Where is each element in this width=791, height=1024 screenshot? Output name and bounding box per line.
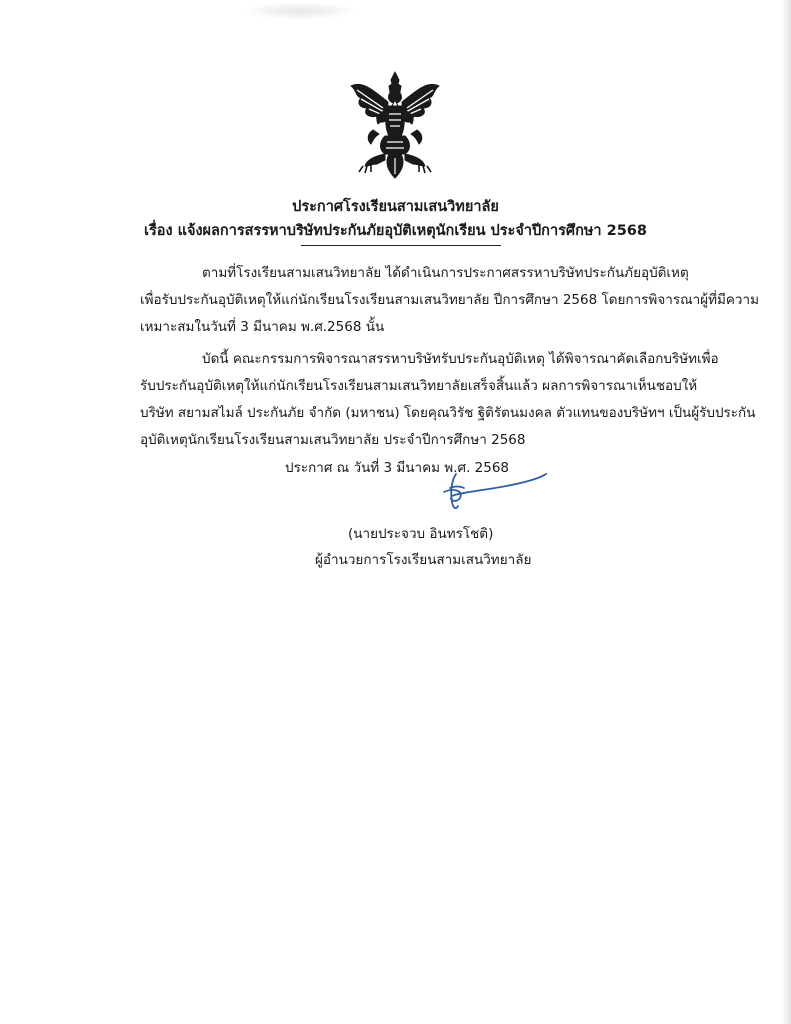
scan-smudge xyxy=(240,2,360,20)
paragraph2-line4: อุบัติเหตุนักเรียนโรงเรียนสามเสนวิทยาลัย ประจำปีการศึกษา 2568 xyxy=(140,432,526,448)
announcement-date: ประกาศ ณ วันที่ 3 มีนาคม พ.ศ. 2568 xyxy=(285,460,510,476)
heading-divider xyxy=(301,245,501,246)
garuda-emblem-icon xyxy=(345,70,445,182)
paragraph2-line2: รับประกันอุบัติเหตุให้แก่นักเรียนโรงเรียนสามเสนวิทยาลัยเสร็จสิ้นแล้ว ผลการพิจารณาเห็นชอบให้ xyxy=(140,378,698,394)
paragraph1-line2: เพื่อรับประกันอุบัติเหตุให้แก่นักเรียนโรงเรียนสามเสนวิทยาลัย ปีการศึกษา 2568 โดยการพิจารณาผู้ที่มีความ xyxy=(140,292,759,308)
scan-edge-shadow xyxy=(781,0,791,1024)
signature-mark xyxy=(430,470,550,515)
signatory-name: (นายประจวบ อินทรโชติ) xyxy=(348,526,494,542)
paragraph2-line1: บัดนี้ คณะกรรมการพิจารณาสรรหาบริษัทรับประกันอุบัติเหตุ ได้พิจารณาคัดเลือกบริษัทเพื่อ xyxy=(202,351,719,367)
paragraph1-line1: ตามที่โรงเรียนสามเสนวิทยาลัย ได้ดำเนินการประกาศสรรหาบริษัทประกันภัยอุบัติเหตุ xyxy=(202,265,689,281)
announcement-subject: เรื่อง แจ้งผลการสรรหาบริษัทประกันภัยอุบัติเหตุนักเรียน ประจำปีการศึกษา 2568 xyxy=(144,223,647,239)
announcement-title: ประกาศโรงเรียนสามเสนวิทยาลัย xyxy=(292,199,499,215)
paragraph1-line3: เหมาะสมในวันที่ 3 มีนาคม พ.ศ.2568 นั้น xyxy=(140,319,385,335)
signatory-position: ผู้อำนวยการโรงเรียนสามเสนวิทยาลัย xyxy=(315,552,532,568)
paragraph2-line3: บริษัท สยามสไมล์ ประกันภัย จำกัด (มหาชน) โดยคุณวิรัช ฐิติรัตนมงคล ตัวแทนของบริษัทฯ เป็นผู้รับประกัน xyxy=(140,405,756,421)
